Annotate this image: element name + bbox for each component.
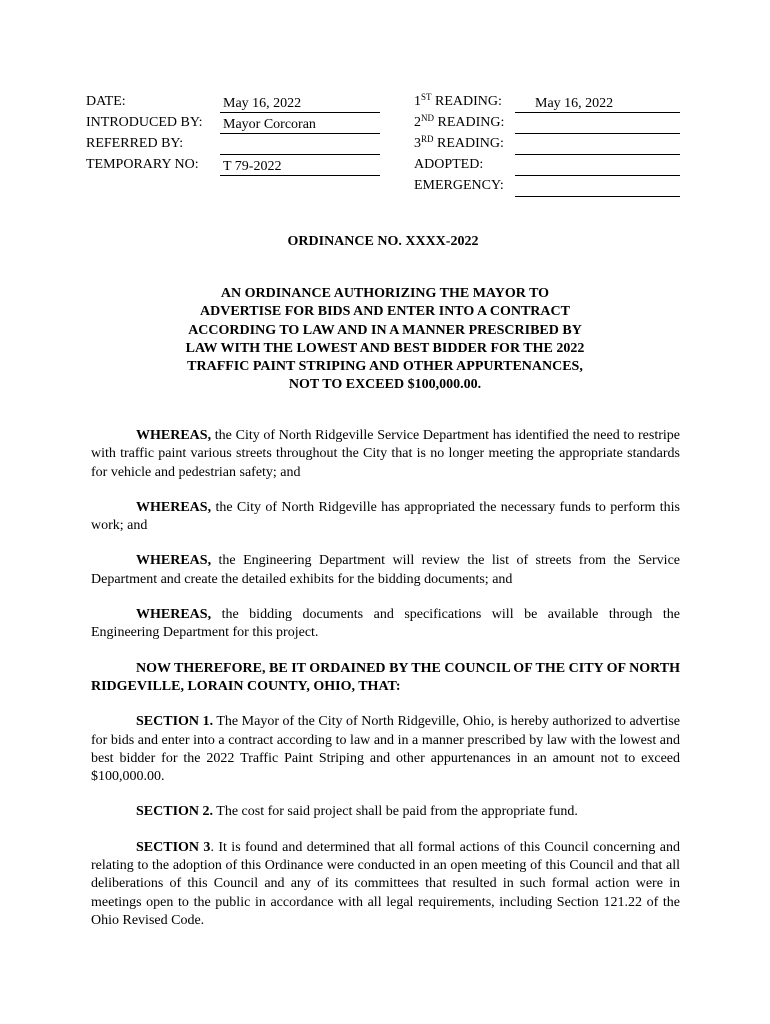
ordinance-title xyxy=(160,285,610,395)
temporary-no-row xyxy=(86,155,382,176)
date-value: May 16, 2022 xyxy=(220,95,380,113)
section-1-lead: SECTION 1. xyxy=(136,714,214,730)
temporary-no-label: TEMPORARY NO: xyxy=(86,157,199,172)
section-2-lead: SECTION 2. xyxy=(136,804,214,820)
section-3-text: . It is found and determined that all formal actions of this Council concerning and relating to the adoption of this Ordinance were conducted in an open meeting of this Council and that all deliberations of this Council and any of its committees that resulted in such formal action were in meetings open to the public in accordance with all legal requirements, including Section 121.22 of the Ohio Revised Code. xyxy=(91,839,680,928)
first-reading-number: 1 xyxy=(414,94,421,109)
first-reading-value: May 16, 2022 xyxy=(515,95,680,113)
second-reading-text: READING: xyxy=(434,115,505,130)
whereas-clause-4 xyxy=(91,606,680,643)
third-reading-label xyxy=(414,136,504,152)
referred-by-value xyxy=(220,137,380,155)
third-reading-value xyxy=(515,137,680,155)
emergency-value xyxy=(515,179,680,197)
second-reading-ordinal: ND xyxy=(421,113,434,123)
ordinance-title-line: LAW WITH THE LOWEST AND BEST BIDDER FOR THE 2022 xyxy=(185,340,585,356)
introduced-by-label: INTRODUCED BY: xyxy=(86,115,203,130)
adopted-row xyxy=(414,155,680,176)
whereas-text: the City of North Ridgeville has appropriated the necessary funds to perform this work; and xyxy=(91,499,680,534)
first-reading-label xyxy=(414,94,502,110)
third-reading-row xyxy=(414,134,680,155)
date-row xyxy=(86,92,382,113)
ordinance-title-line: ACCORDING TO LAW AND IN A MANNER PRESCRIBED BY xyxy=(188,322,582,338)
second-reading-number: 2 xyxy=(414,115,421,130)
ordinance-body xyxy=(91,427,680,947)
section-2 xyxy=(91,803,680,821)
whereas-text: the City of North Ridgeville Service Department has identified the need to restripe with traffic paint various streets throughout the City that is no longer meeting the appropriate standards for vehicle and pedestrian safety; and xyxy=(91,428,680,480)
first-reading-ordinal: ST xyxy=(421,92,432,102)
whereas-clause-2 xyxy=(91,499,680,536)
header-right-fields xyxy=(414,92,680,197)
section-1-text: The Mayor of the City of North Ridgeville, Ohio, is hereby authorized to advertise for bids and enter into a contract according to law and in a manner prescribed by law with the lowest and best bidder for the 2022 Traffic Paint Striping and other appurtenances in an amount not to exceed $100,000.00. xyxy=(91,714,680,785)
whereas-lead: WHEREAS, xyxy=(136,499,212,515)
date-label: DATE: xyxy=(86,94,126,109)
ordinance-number: ORDINANCE NO. XXXX-2022 xyxy=(287,234,479,249)
section-3-lead: SECTION 3 xyxy=(136,839,211,855)
adopted-value xyxy=(515,158,680,176)
ordinance-title-line: NOT TO EXCEED $100,000.00. xyxy=(288,377,482,393)
ordinance-title-line: TRAFFIC PAINT STRIPING AND OTHER APPURTENANCES, xyxy=(187,359,583,375)
section-3 xyxy=(91,839,680,930)
second-reading-row xyxy=(414,113,680,134)
whereas-lead: WHEREAS, xyxy=(136,607,212,623)
whereas-text: the bidding documents and specifications will be available through the Engineering Department for this project. xyxy=(91,607,680,641)
introduced-by-value: Mayor Corcoran xyxy=(220,116,380,134)
ordinance-title-line: AN ORDINANCE AUTHORIZING THE MAYOR TO xyxy=(220,286,550,301)
second-reading-value xyxy=(515,116,680,134)
emergency-row xyxy=(414,176,680,197)
temporary-no-value: T 79-2022 xyxy=(220,158,380,176)
section-2-text: The cost for said project shall be paid from the appropriate fund. xyxy=(213,804,578,820)
third-reading-ordinal: RD xyxy=(421,134,434,144)
ordinance-title-line: ADVERTISE FOR BIDS AND ENTER INTO A CONTRACT xyxy=(200,304,570,320)
second-reading-label xyxy=(414,115,504,131)
whereas-clause-3 xyxy=(91,552,680,589)
referred-by-row xyxy=(86,134,382,155)
first-reading-row xyxy=(414,92,680,113)
whereas-lead: WHEREAS, xyxy=(136,553,212,569)
third-reading-number: 3 xyxy=(414,136,421,151)
introduced-by-row xyxy=(86,113,382,134)
section-1 xyxy=(91,713,680,786)
emergency-label: EMERGENCY: xyxy=(414,178,504,193)
whereas-clause-1 xyxy=(91,427,680,482)
first-reading-text: READING: xyxy=(431,94,502,109)
referred-by-label: REFERRED BY: xyxy=(86,136,184,151)
adopted-label: ADOPTED: xyxy=(414,157,484,172)
ordained-clause: NOW THEREFORE, BE IT ORDAINED BY THE COUNCIL OF THE CITY OF NORTH RIDGEVILLE, LORAIN COUNTY, OHIO, THAT: xyxy=(91,660,680,694)
third-reading-text: READING: xyxy=(433,136,504,151)
whereas-lead: WHEREAS, xyxy=(136,428,212,443)
header-left-fields xyxy=(86,92,382,176)
whereas-text: the Engineering Department will review the list of streets from the Service Department and create the detailed exhibits for the bidding documents; and xyxy=(91,553,680,587)
